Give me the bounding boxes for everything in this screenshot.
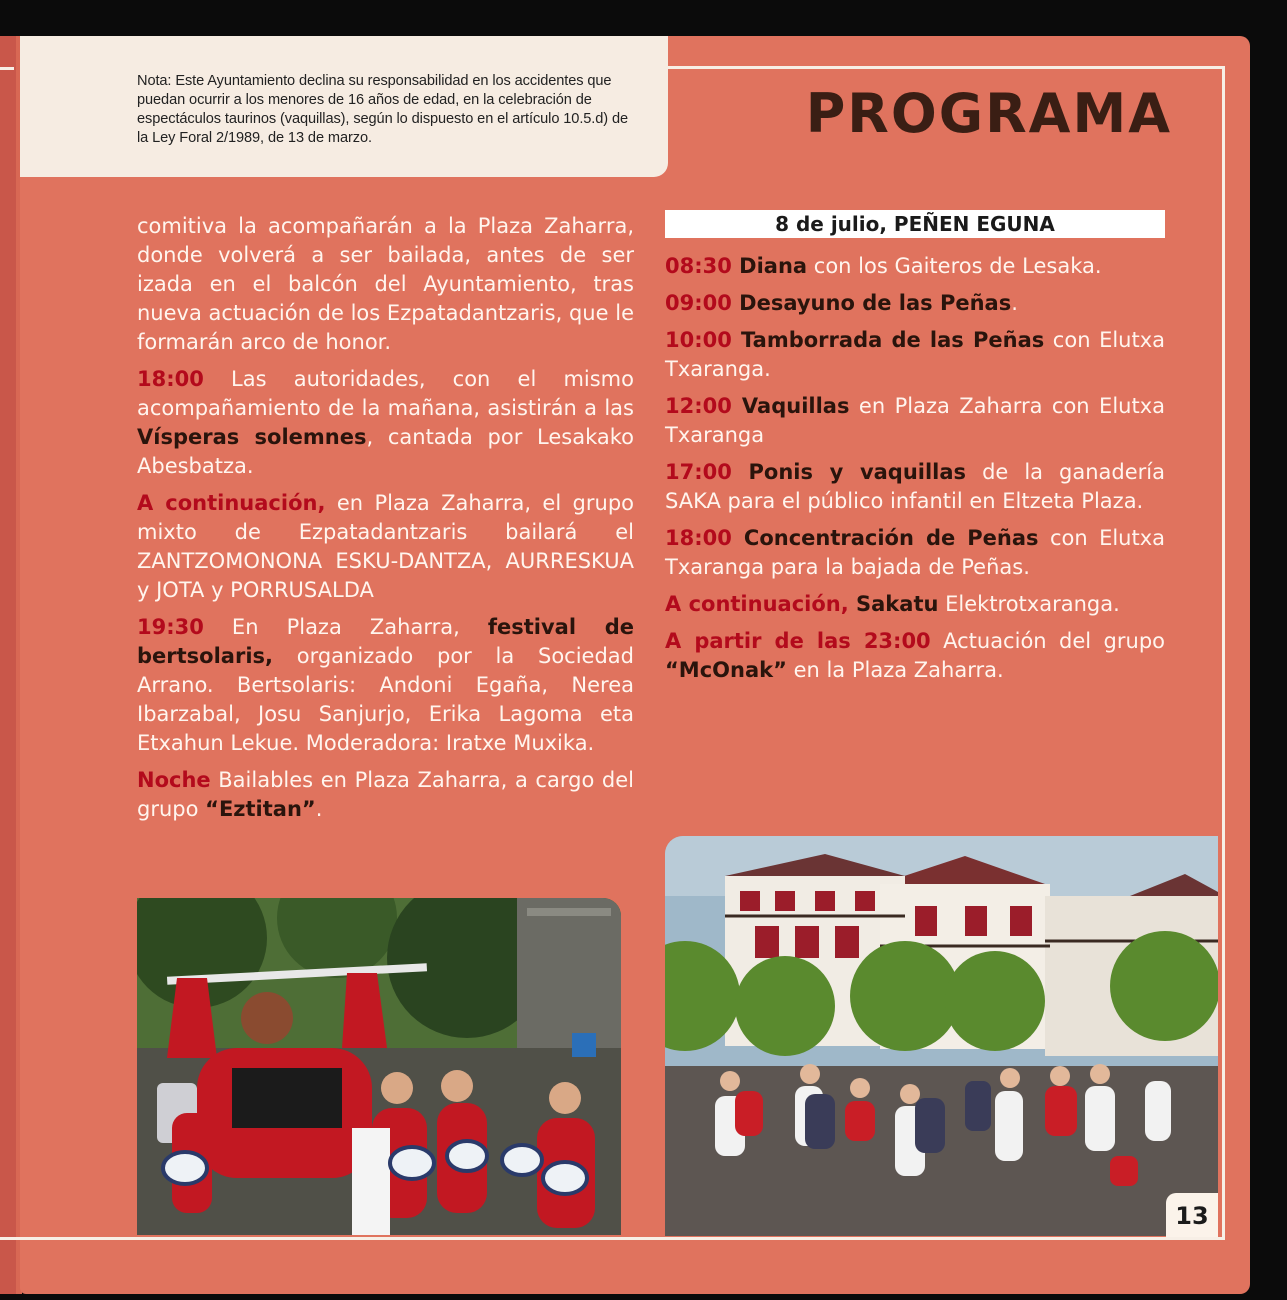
event-1000 (665, 326, 1165, 384)
event-highlight: Diana (731, 254, 808, 278)
event-a-continuacion (137, 489, 634, 605)
event-time: 09:00 (665, 291, 732, 315)
event-1200 (665, 392, 1165, 450)
event-a-continuacion (665, 590, 1165, 619)
tamborrada-illustration (137, 898, 621, 1235)
event-time: A continuación, (137, 491, 326, 515)
event-highlight: Tamborrada de las Peñas (731, 328, 1045, 352)
left-band-bottom (0, 1237, 22, 1240)
event-time: 18:00 (137, 367, 204, 391)
right-column (665, 252, 1165, 693)
event-0900 (665, 289, 1165, 318)
event-noche (137, 766, 634, 824)
event-1800 (665, 524, 1165, 582)
event-time: 17:00 (665, 460, 732, 484)
event-1700 (665, 458, 1165, 516)
event-highlight: Vaquillas (731, 394, 850, 418)
event-text: En Plaza Zaharra, (203, 615, 488, 639)
page-number: 13 (1166, 1193, 1218, 1237)
event-1930 (137, 613, 634, 758)
event-1800 (137, 365, 634, 481)
previous-page-edge (0, 36, 22, 1294)
event-time: A continuación, (665, 592, 849, 616)
event-highlight: “Eztitan” (205, 797, 316, 821)
event-highlight: “McOnak” (665, 658, 787, 682)
event-highlight: festival de bertsolaris, (137, 615, 634, 668)
event-text: con Elutxa Txaranga. (665, 328, 1166, 381)
event-time: Noche (137, 768, 211, 792)
day-header: 8 de julio, PEÑEN EGUNA (665, 210, 1165, 238)
event-highlight: Desayuno de las Peñas (731, 291, 1012, 315)
event-time: A partir de las 23:00 (665, 629, 931, 653)
left-column (137, 212, 634, 832)
paragraph-text: comitiva la acompañarán a la Plaza Zaharra, donde volverá a ser bailada, antes de ser izada en el balcón del Ayuntamiento, tras nueva actuación de los Ezpatadantzaris, que le formarán arco de honor. (137, 214, 634, 354)
paragraph-comitiva (137, 212, 634, 357)
tamborrada-photo (137, 898, 621, 1235)
event-highlight: Sakatu (848, 592, 939, 616)
event-text: Actuación del grupo (930, 629, 1165, 653)
frame-line-bottom (22, 1237, 1225, 1240)
event-text: . (315, 797, 323, 821)
event-text: en Plaza Zaharra con Elutxa Txaranga (665, 394, 1165, 447)
event-0830 (665, 252, 1165, 281)
event-text: de la ganadería SAKA para el público infantil en Eltzeta Plaza. (665, 460, 1165, 513)
event-highlight: Concentración de Peñas (731, 526, 1039, 550)
event-text: Las autoridades, con el mismo acompañamiento de la mañana, asistirán a las (137, 367, 634, 420)
event-text: con los Gaiteros de Lesaka. (807, 254, 1102, 278)
event-time: 19:30 (137, 615, 204, 639)
event-text: , cantada por Lesakako Abesbatza. (137, 425, 634, 478)
plaza-dance-photo (665, 836, 1218, 1236)
event-text: organizado por la Sociedad Arrano. Bertsolaris: Andoni Egaña, Nerea Ibarzabal, Josu Sanjurjo, Erika Lagoma eta Etxahun Lekue. Moderadora: Iratxe Muxika. (137, 644, 634, 755)
legal-note: Nota: Este Ayuntamiento declina su responsabilidad en los accidentes que puedan ocurrir a los menores de 16 años de edad, en la celebración de espectáculos taurinos (vaquillas), según lo dispuesto en el artículo 10.5.d) de la Ley Foral 2/1989, de 13 de marzo. (137, 73, 629, 146)
frame-line-top (668, 66, 1225, 69)
event-text: en Plaza Zaharra, el grupo mixto de Ezpatadantzaris bailará el ZANTZOMONONA ESKU-DANTZA, AURRESKUA y JOTA y PORRUSALDA (137, 491, 635, 602)
event-text: Bailables en Plaza Zaharra, a cargo del grupo (137, 768, 634, 821)
event-text: con Elutxa Txaranga para la bajada de Peñas. (665, 526, 1166, 579)
event-highlight: Vísperas solemnes (137, 425, 367, 449)
event-time: 10:00 (665, 328, 732, 352)
event-text: en la Plaza Zaharra. (786, 658, 1004, 682)
frame-line-right (1222, 66, 1225, 1238)
event-2300 (665, 627, 1165, 685)
plaza-illustration (665, 836, 1218, 1236)
page-title: PROGRAMA (805, 82, 1172, 145)
event-text: Elektrotxaranga. (938, 592, 1120, 616)
left-band-top (0, 67, 14, 70)
event-highlight: Ponis y vaquillas (731, 460, 967, 484)
event-time: 18:00 (665, 526, 732, 550)
event-time: 12:00 (665, 394, 732, 418)
event-time: 08:30 (665, 254, 732, 278)
event-text: . (1011, 291, 1018, 315)
